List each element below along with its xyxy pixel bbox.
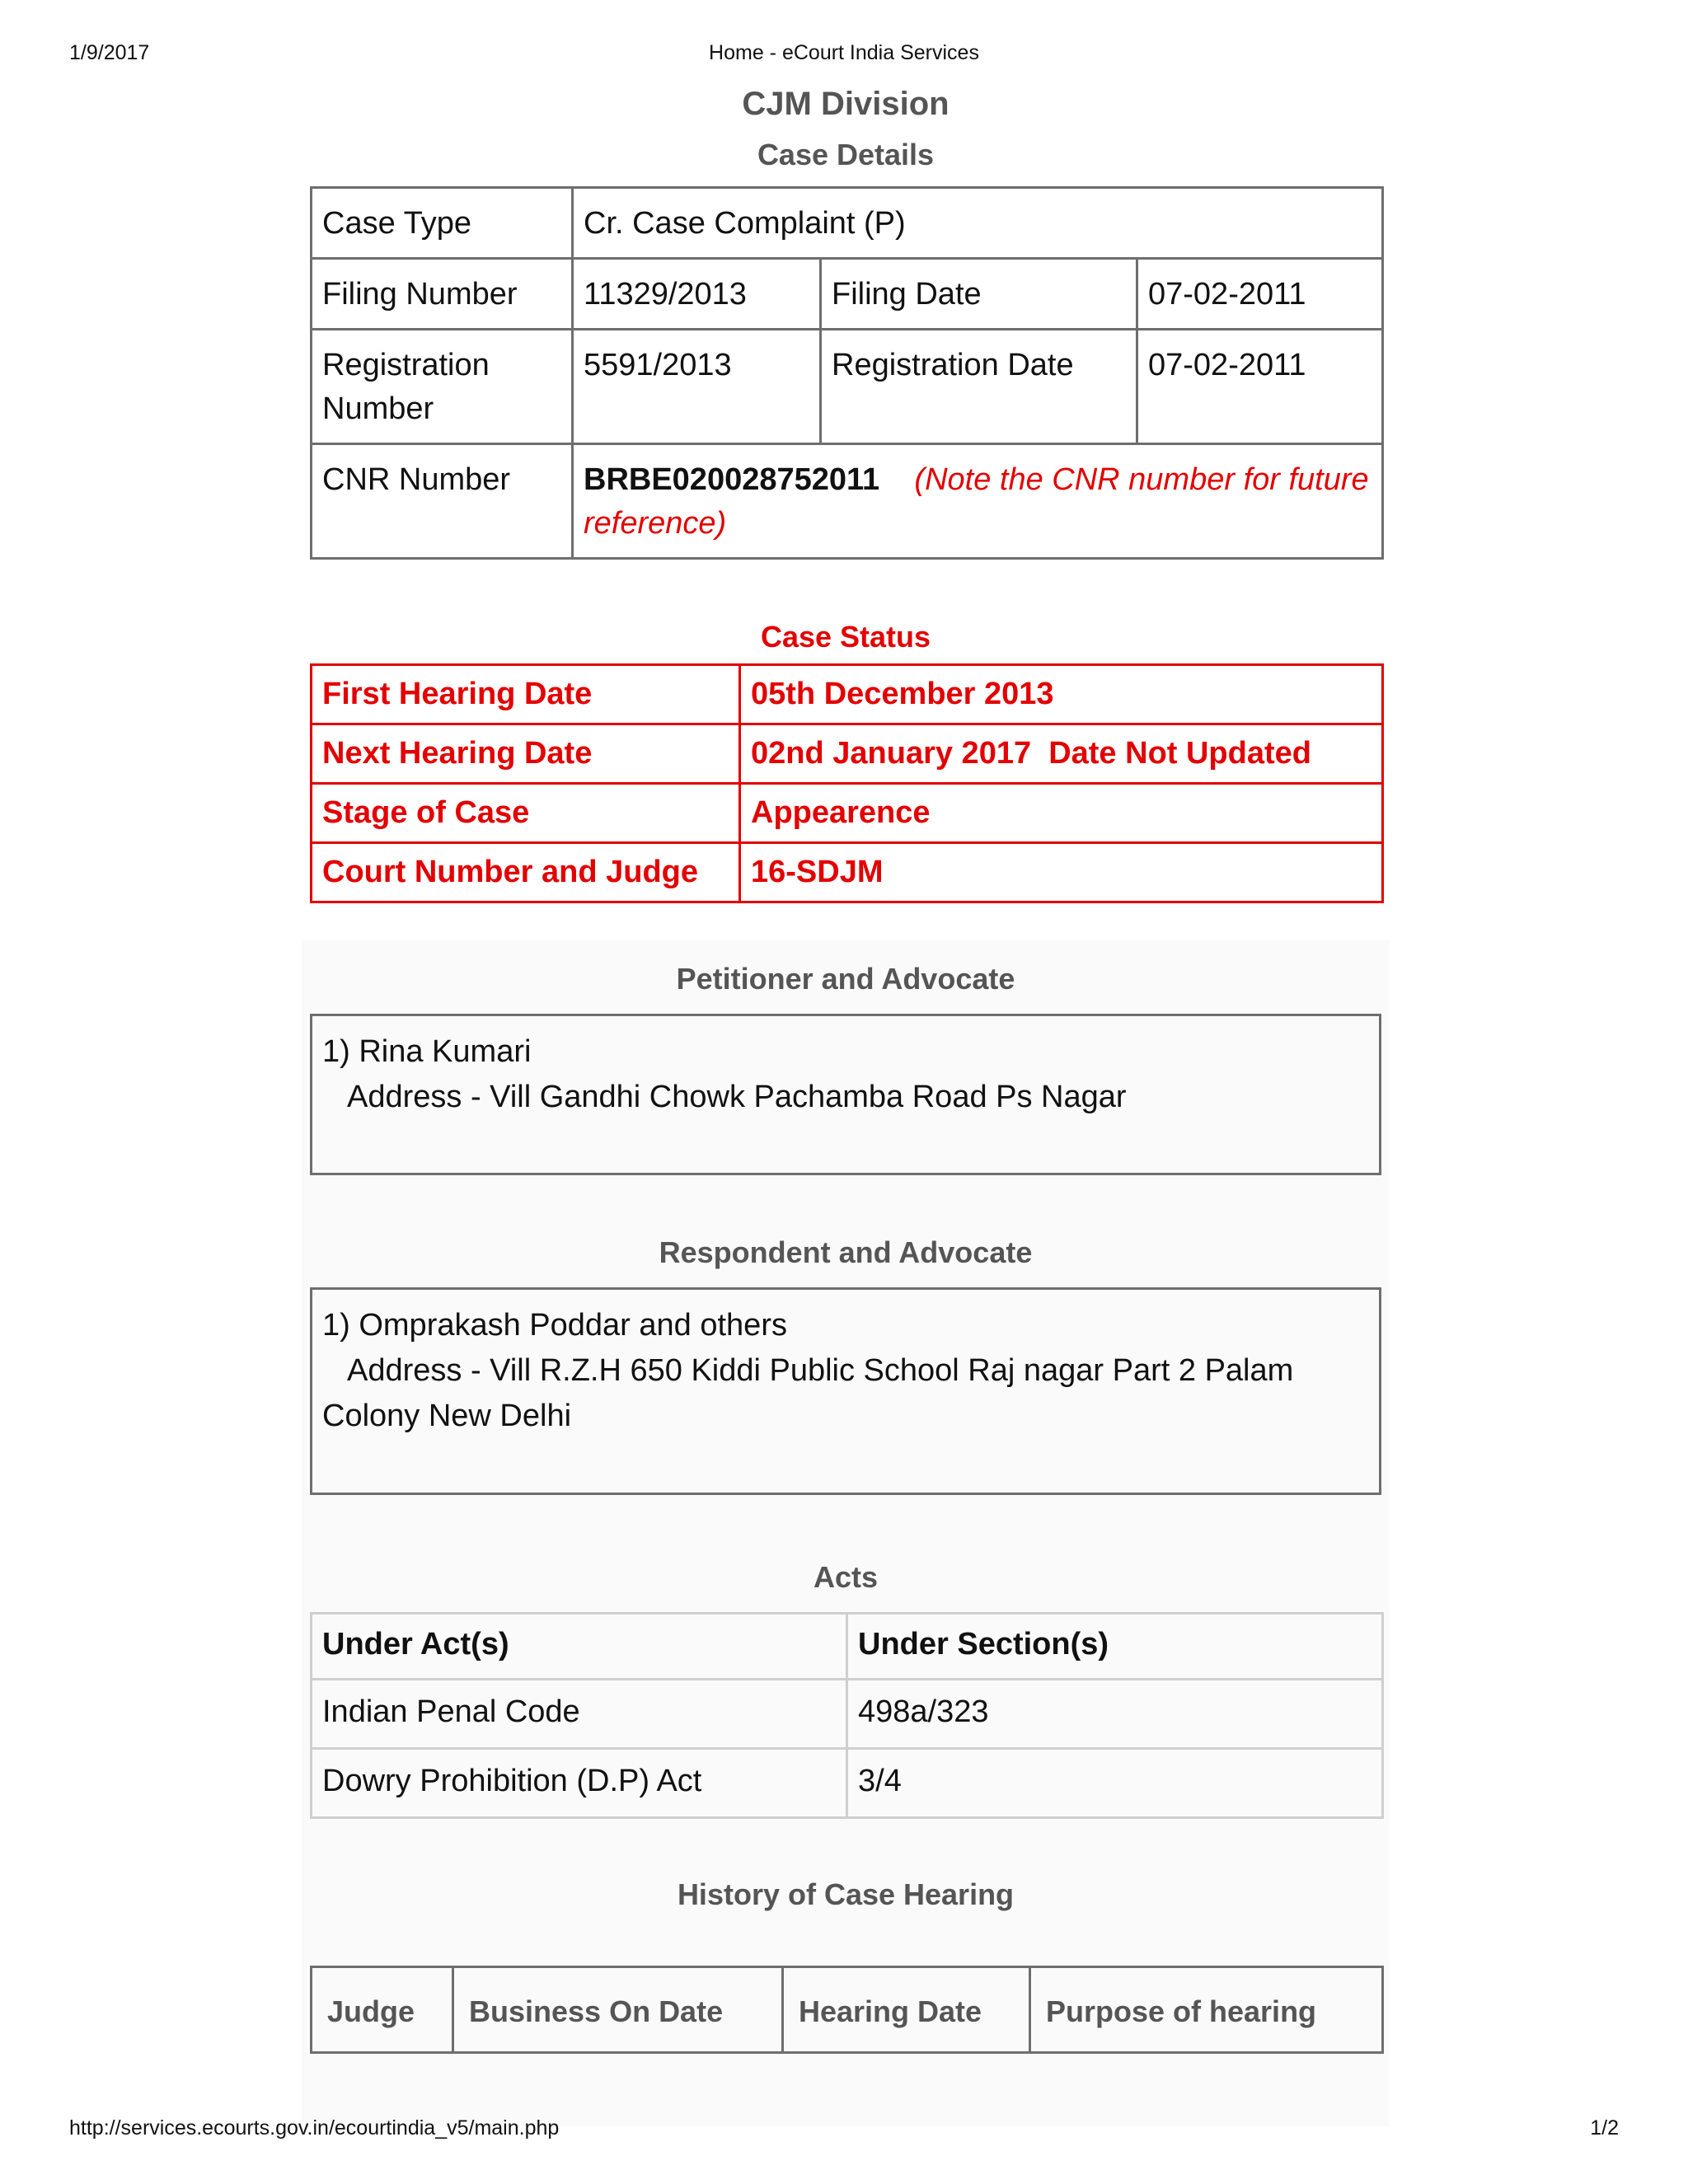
main-content xyxy=(310,79,1381,2054)
cnr-note: (Note the CNR number for future reference) xyxy=(584,462,1369,541)
table-header-row xyxy=(312,1614,1383,1680)
table-row xyxy=(312,724,1383,784)
table-row xyxy=(312,1680,1383,1749)
registration-number-value: 5591/2013 xyxy=(573,330,821,444)
court-judge-label: Court Number and Judge xyxy=(312,843,740,902)
history-table xyxy=(310,1966,1384,2054)
table-row xyxy=(312,843,1383,902)
table-row xyxy=(312,188,1383,259)
petitioner-name: 1) Rina Kumari xyxy=(322,1034,532,1069)
next-hearing-value: 02nd January 2017 Date Not Updated xyxy=(740,724,1383,784)
respondent-box xyxy=(310,1287,1381,1495)
filing-date-value: 07-02-2011 xyxy=(1137,259,1383,330)
respondent-address-line xyxy=(322,1348,1369,1394)
history-heading: History of Case Hearing xyxy=(677,1877,1015,1911)
table-header-row xyxy=(312,1967,1383,2053)
col-judge: Judge xyxy=(312,1967,453,2053)
act-section: 498a/323 xyxy=(847,1680,1383,1749)
case-status-heading: Case Status xyxy=(760,620,931,654)
petitioner-address: Address - Vill Gandhi Chowk Pachamba Road Ps Nagar xyxy=(347,1080,1127,1114)
respondent-name: 1) Omprakash Poddar and others xyxy=(322,1308,787,1343)
cnr-cell xyxy=(573,444,1383,559)
first-hearing-value: 05th December 2013 xyxy=(740,665,1383,724)
col-hearing-date: Hearing Date xyxy=(783,1967,1030,2053)
act-section: 3/4 xyxy=(847,1749,1383,1818)
col-under-act: Under Act(s) xyxy=(312,1614,847,1680)
filing-date-label: Filing Date xyxy=(821,259,1137,330)
court-judge-value: 16-SDJM xyxy=(740,843,1383,902)
petitioner-address-line xyxy=(322,1075,1369,1120)
print-url: http://services.ecourts.gov.in/ecourtindia_v5/main.php xyxy=(69,2116,560,2139)
case-details-table xyxy=(310,186,1384,560)
print-page-title: Home - eCourt India Services xyxy=(709,41,979,64)
print-header xyxy=(0,41,1688,68)
table-row xyxy=(312,259,1383,330)
registration-number-label: Registration Number xyxy=(312,330,573,444)
col-business-on-date: Business On Date xyxy=(453,1967,783,2053)
filing-number-value: 11329/2013 xyxy=(573,259,821,330)
respondent-address: Address - Vill R.Z.H 650 Kiddi Public School Raj nagar Part 2 Palam xyxy=(347,1353,1294,1388)
print-footer xyxy=(0,2116,1688,2143)
filing-number-label: Filing Number xyxy=(312,259,573,330)
act-name: Indian Penal Code xyxy=(312,1680,847,1749)
case-type-value: Cr. Case Complaint (P) xyxy=(573,188,1383,259)
print-date: 1/9/2017 xyxy=(69,41,150,64)
petitioner-heading: Petitioner and Advocate xyxy=(676,962,1015,996)
acts-heading: Acts xyxy=(813,1560,879,1594)
cnr-label: CNR Number xyxy=(312,444,573,559)
registration-date-value: 07-02-2011 xyxy=(1137,330,1383,444)
stage-value: Appearence xyxy=(740,784,1383,843)
table-row xyxy=(312,444,1383,559)
case-details-heading: Case Details xyxy=(757,138,935,171)
next-hearing-label: Next Hearing Date xyxy=(312,724,740,784)
print-page-number: 1/2 xyxy=(1590,2116,1619,2139)
acts-table xyxy=(310,1612,1384,1819)
first-hearing-label: First Hearing Date xyxy=(312,665,740,724)
stage-label: Stage of Case xyxy=(312,784,740,843)
page-title: CJM Division xyxy=(742,86,950,122)
registration-date-label: Registration Date xyxy=(821,330,1137,444)
table-row xyxy=(312,784,1383,843)
respondent-address-cont: Colony New Delhi xyxy=(322,1399,572,1433)
table-row xyxy=(312,330,1383,444)
act-name: Dowry Prohibition (D.P) Act xyxy=(312,1749,847,1818)
petitioner-box xyxy=(310,1014,1381,1175)
cnr-number: BRBE020028752011 xyxy=(584,462,880,497)
table-row xyxy=(312,665,1383,724)
respondent-heading: Respondent and Advocate xyxy=(659,1235,1033,1269)
case-status-table xyxy=(310,663,1384,903)
col-purpose: Purpose of hearing xyxy=(1030,1967,1383,2053)
case-type-label: Case Type xyxy=(312,188,573,259)
table-row xyxy=(312,1749,1383,1818)
col-under-section: Under Section(s) xyxy=(847,1614,1383,1680)
